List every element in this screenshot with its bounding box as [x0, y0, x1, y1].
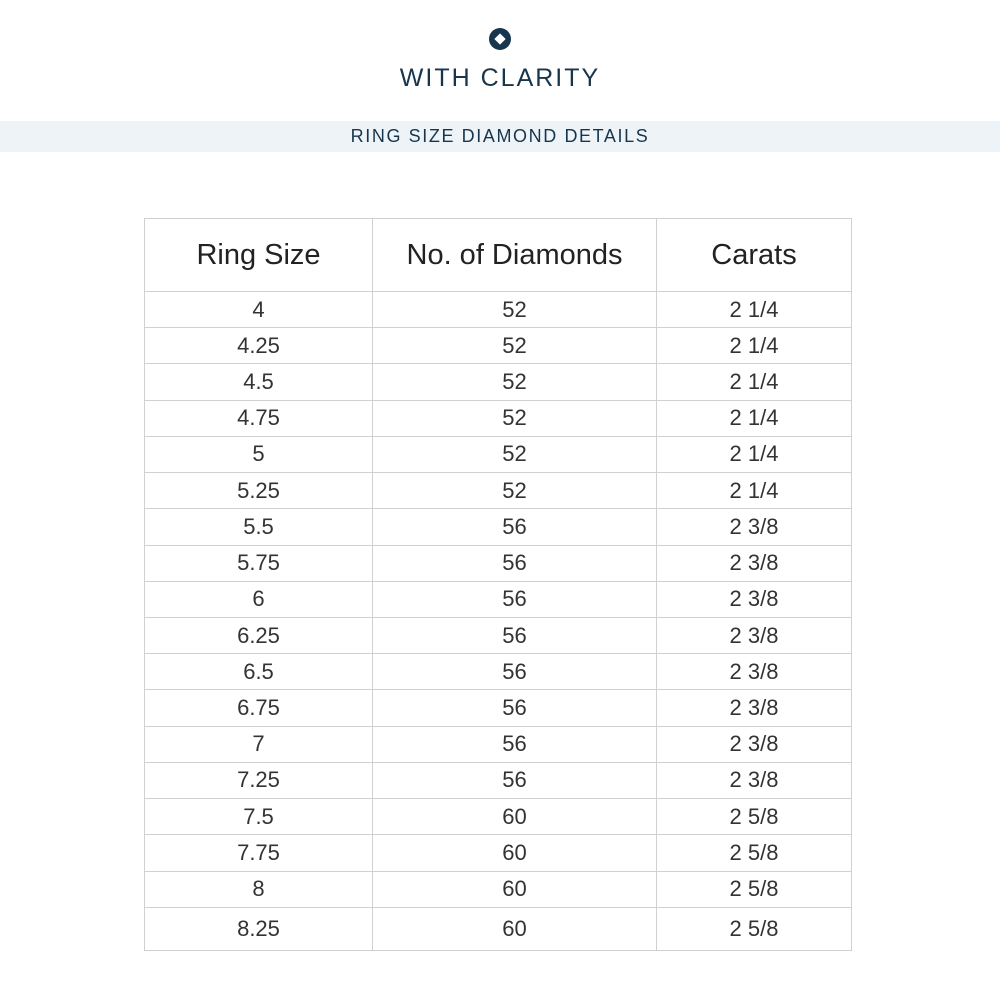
cell-ring-size: 5 [145, 436, 373, 472]
cell-ring-size: 7 [145, 726, 373, 762]
cell-carats: 2 3/8 [657, 509, 852, 545]
column-header-ring-size: Ring Size [145, 219, 373, 292]
cell-carats: 2 3/8 [657, 690, 852, 726]
cell-carats: 2 1/4 [657, 400, 852, 436]
cell-no-of-diamonds: 52 [373, 436, 657, 472]
cell-ring-size: 5.5 [145, 509, 373, 545]
cell-carats: 2 3/8 [657, 762, 852, 798]
cell-ring-size: 7.75 [145, 835, 373, 871]
table-row [145, 762, 852, 798]
cell-ring-size: 5.25 [145, 473, 373, 509]
table-row [145, 436, 852, 472]
column-header-carats: Carats [657, 219, 852, 292]
table-row [145, 617, 852, 653]
cell-ring-size: 7.5 [145, 799, 373, 835]
table-row [145, 726, 852, 762]
table-row [145, 400, 852, 436]
table-row [145, 654, 852, 690]
table-row [145, 690, 852, 726]
table-row [145, 835, 852, 871]
cell-carats: 2 5/8 [657, 907, 852, 950]
cell-no-of-diamonds: 56 [373, 509, 657, 545]
cell-carats: 2 3/8 [657, 581, 852, 617]
table-row [145, 473, 852, 509]
cell-no-of-diamonds: 60 [373, 907, 657, 950]
cell-no-of-diamonds: 60 [373, 835, 657, 871]
cell-ring-size: 5.75 [145, 545, 373, 581]
logo-icon [489, 28, 511, 50]
cell-no-of-diamonds: 56 [373, 617, 657, 653]
cell-carats: 2 1/4 [657, 328, 852, 364]
cell-ring-size: 4 [145, 292, 373, 328]
cell-ring-size: 8.25 [145, 907, 373, 950]
cell-no-of-diamonds: 52 [373, 292, 657, 328]
ring-size-table [144, 218, 852, 951]
table-row [145, 545, 852, 581]
table-row [145, 292, 852, 328]
table-row [145, 799, 852, 835]
column-header-no-of-diamonds: No. of Diamonds [373, 219, 657, 292]
cell-no-of-diamonds: 56 [373, 654, 657, 690]
table-row [145, 581, 852, 617]
brand-name: WITH CLARITY [399, 64, 601, 92]
cell-ring-size: 6.5 [145, 654, 373, 690]
table-row [145, 907, 852, 950]
cell-ring-size: 4.25 [145, 328, 373, 364]
cell-carats: 2 5/8 [657, 871, 852, 907]
cell-no-of-diamonds: 56 [373, 545, 657, 581]
cell-carats: 2 1/4 [657, 436, 852, 472]
cell-ring-size: 6.25 [145, 617, 373, 653]
cell-no-of-diamonds: 60 [373, 799, 657, 835]
cell-ring-size: 8 [145, 871, 373, 907]
cell-no-of-diamonds: 52 [373, 364, 657, 400]
cell-no-of-diamonds: 56 [373, 581, 657, 617]
table-row [145, 871, 852, 907]
cell-no-of-diamonds: 56 [373, 762, 657, 798]
cell-ring-size: 4.5 [145, 364, 373, 400]
table-header-row [145, 219, 852, 292]
subtitle-bar [0, 121, 1000, 152]
table-row [145, 509, 852, 545]
cell-ring-size: 7.25 [145, 762, 373, 798]
cell-carats: 2 1/4 [657, 292, 852, 328]
page-title: RING SIZE DIAMOND DETAILS [350, 126, 650, 146]
ring-size-table-container [144, 218, 851, 951]
cell-ring-size: 6 [145, 581, 373, 617]
cell-carats: 2 5/8 [657, 799, 852, 835]
cell-carats: 2 5/8 [657, 835, 852, 871]
cell-carats: 2 3/8 [657, 654, 852, 690]
cell-carats: 2 3/8 [657, 726, 852, 762]
cell-no-of-diamonds: 60 [373, 871, 657, 907]
cell-no-of-diamonds: 56 [373, 690, 657, 726]
table-row [145, 364, 852, 400]
cell-carats: 2 3/8 [657, 617, 852, 653]
cell-carats: 2 3/8 [657, 545, 852, 581]
cell-carats: 2 1/4 [657, 473, 852, 509]
cell-no-of-diamonds: 52 [373, 400, 657, 436]
cell-no-of-diamonds: 52 [373, 328, 657, 364]
cell-no-of-diamonds: 56 [373, 726, 657, 762]
cell-ring-size: 4.75 [145, 400, 373, 436]
cell-ring-size: 6.75 [145, 690, 373, 726]
table-row [145, 328, 852, 364]
cell-no-of-diamonds: 52 [373, 473, 657, 509]
cell-carats: 2 1/4 [657, 364, 852, 400]
